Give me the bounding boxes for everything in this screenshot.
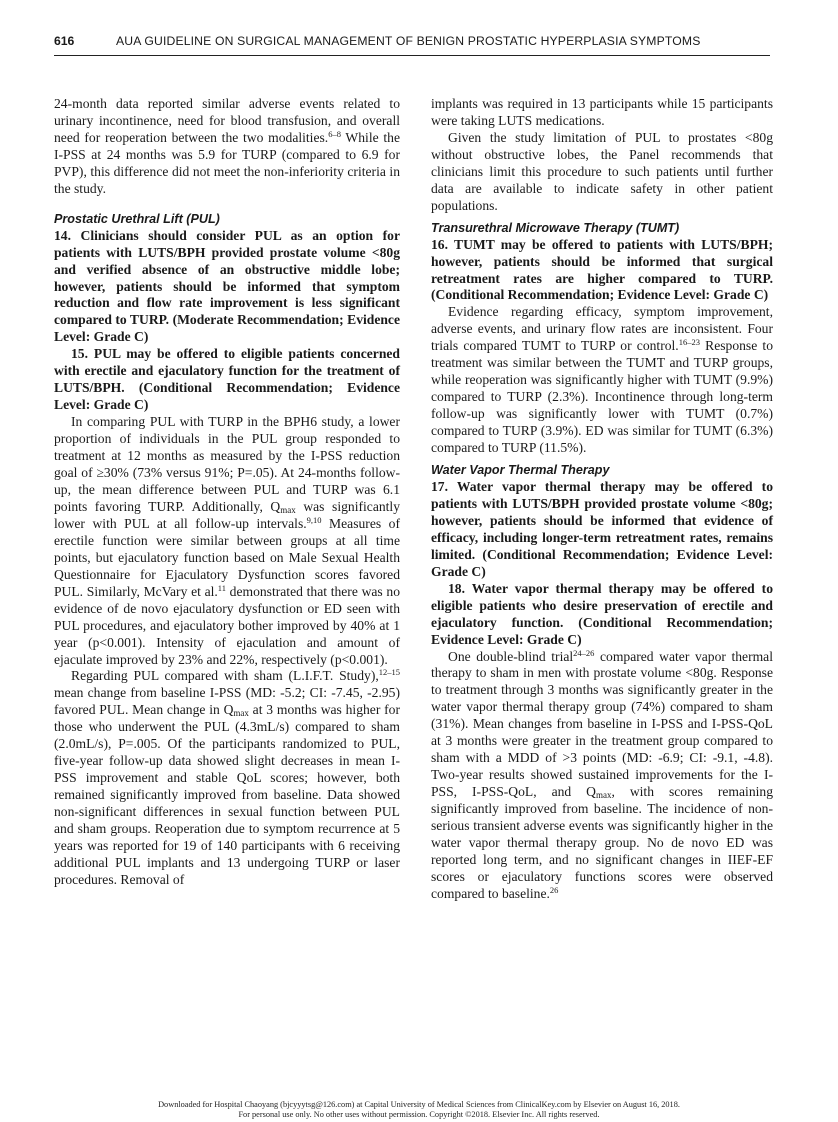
paragraph-panel-limitation: Given the study limitation of PUL to prostates <80g without obstructive lobes, the Panel recommends that clinicians limit this procedure to such patients until further data are available to indicate safety in other patient populations. xyxy=(431,129,773,213)
left-column xyxy=(54,96,400,889)
download-footer xyxy=(0,1100,838,1120)
citation-ref: 16–23 xyxy=(678,337,700,348)
paragraph-pul-vs-turp: In comparing PUL with TURP in the BPH6 study, a lower proportion of individuals in the PUL group responded to treatment at 12 months as measured by the I-PSS reduction goal of ≥30% (73% versus 91%; P=.05). At 24-months follow-up, the mean difference between PUL and TURP was 6.1 points favoring TURP. Additionally, $Q_{max}$ was significantly lower with PUL at all follow-up intervals.$^{9,10}$ Measures of erectile function were similar between groups at all time points, but ejaculatory function based on Male Sexual Health Questionnaire for Ejaculatory Dysfunction scores favored PUL. Similarly, McVary et al.$^{11}$ demonstrated that there was no evidence of de novo ejaculatory dysfunction or ED seen with PUL procedures, and ejaculatory bother improved by 40% at 1 year (p<0.001). Intensity of ejaculation and amount of ejaculate improved by 23% and 22%, respectively (p<0.001). xyxy=(54,414,400,667)
recommendation-17: 17. Water vapor thermal therapy may be offered to patients with LUTS/BPH provided prostate volume <80g; however, patients should be informed that evidence of efficacy, including longer-term retreatment rates, remains limited. (Conditional Recommendation; Evidence Level: Grade C) xyxy=(431,478,773,579)
footer-line-copyright: For personal use only. No other uses without permission. Copyright ©2018. Elsevier Inc. All rights reserved. xyxy=(238,1110,600,1119)
paragraph-tumt-evidence: Evidence regarding efficacy, symptom improvement, adverse events, and urinary flow rates are inconsistent. Four trials compared TUMT to TURP or control.$^{16-23}$ Response to treatment was similar between the TUMT and TURP groups, while reoperation was significantly higher with TUMT (9.9%) compared to TURP (2.3%). Incontinence through long-term follow-up was significantly lower with TUMT (0.7%) compared to TURP (3.9%). ED was similar for TUMT (6.3%) compared to TURP (11.5%). xyxy=(431,304,773,456)
running-header xyxy=(54,33,770,56)
running-title: AUA GUIDELINE ON SURGICAL MANAGEMENT OF BENIGN PROSTATIC HYPERPLASIA SYMPTOMS xyxy=(116,34,701,48)
citation-ref: 9,10 xyxy=(306,514,322,525)
section-heading-pul: Prostatic Urethral Lift (PUL) xyxy=(54,211,220,226)
citation-ref: 26 xyxy=(549,884,559,895)
paragraph-pul-vs-sham: Regarding PUL compared with sham (L.I.F.T. Study),$^{12-15}$ mean change from baseline I-PSS (MD: -5.2; CI: -7.45, -2.95) favored PUL. Mean change in $Q_{max}$ at 3 months was higher for those who underwent the PUL (4.3mL/s) compared to sham (2.0mL/s), P=.005. Of the participants randomized to PUL, five-year follow-up data showed slight decreases in mean I-PSS improvement and stable QoL scores; however, both remained significantly improved from baseline. Data showed non-significant differences in sexual function between PUL and sham groups. Reoperation due to symptom recurrence at 5 years was reported for 19 of 140 participants with 6 receiving additional PUL implants and 13 undergoing TURP or laser procedures. Removal of xyxy=(54,667,400,887)
recommendation-14: 14. Clinicians should consider PUL as an option for patients with LUTS/BPH provided prostate volume <80g and verified absence of an obstructive middle lobe; however, patients should be informed that symptom reduction and flow rate improvement is less significant compared to TURP. (Moderate Recommendation; Evidence Level: Grade C) xyxy=(54,227,400,345)
citation-ref: 6–8 xyxy=(328,128,341,139)
paragraph-water-vapor-evidence: One double-blind trial$^{24-26}$ compared water vapor thermal therapy to sham in men with prostate volume <80g. Response to treatment through 3 months was significantly greater in the water vapor thermal therapy group (74%) compared to sham (31%). Mean changes from baseline in I-PSS and I-PSS-QoL at 3 months were greater in the treatment group compared to sham with a MDD of >3 points (MD: -6.9; CI: -9.1, -4.8). Two-year results showed sustained improvements for the I-PSS, I-PSS-QoL, and $Q_{max}$, with scores remaining significantly improved from baseline. The incidence of non-serious transient adverse events was significantly higher in the water vapor thermal therapy group. No de novo ED was reported long term, and no significant changes in IIEF-EF scores or ejaculatory functions scores were observed compared to baseline.$^{26}$ xyxy=(431,647,773,901)
recommendation-16: 16. TUMT may be offered to patients with LUTS/BPH; however, patients should be informed that surgical retreatment rates are higher compared to TURP. (Conditional Recommendation; Evidence Level: Grade C) xyxy=(431,236,773,303)
recommendation-15: 15. PUL may be offered to eligible patients concerned with erectile and ejaculatory function for the treatment of LUTS/BPH. (Conditional Recommendation; Evidence Level: Grade C) xyxy=(54,346,400,413)
paragraph-pvp-continued: 24-month data reported similar adverse events related to urinary incontinence, need for blood transfusion, and overall need for reoperation between the two modalities.$^{6-8}$ While the I-PSS at 24 months was 5.9 for TURP (compared to 6.9 for PVP), this difference did not meet the non-inferiority criteria in the study. xyxy=(54,96,400,196)
citation-ref: 11 xyxy=(217,582,226,593)
citation-ref: 24–26 xyxy=(573,647,595,658)
right-column xyxy=(431,96,773,903)
footer-line-download: Downloaded for Hospital Chaoyang (bjcyyytsg@126.com) at Capital University of Medical Sciences from ClinicalKey.com by Elsevier on August 16, 2018. xyxy=(158,1100,680,1109)
section-heading-water-vapor: Water Vapor Thermal Therapy xyxy=(431,463,610,478)
section-heading-tumt: Transurethral Microwave Therapy (TUMT) xyxy=(431,220,680,235)
recommendation-18: 18. Water vapor thermal therapy may be offered to eligible patients who desire preservation of erectile and ejaculatory function. (Conditional Recommendation; Evidence Level: Grade C) xyxy=(431,580,773,647)
page-number: 616 xyxy=(54,34,75,48)
citation-ref: 12–15 xyxy=(378,667,400,678)
paragraph-pul-continued: implants was required in 13 participants while 15 participants were taking LUTS medications. xyxy=(431,96,773,128)
